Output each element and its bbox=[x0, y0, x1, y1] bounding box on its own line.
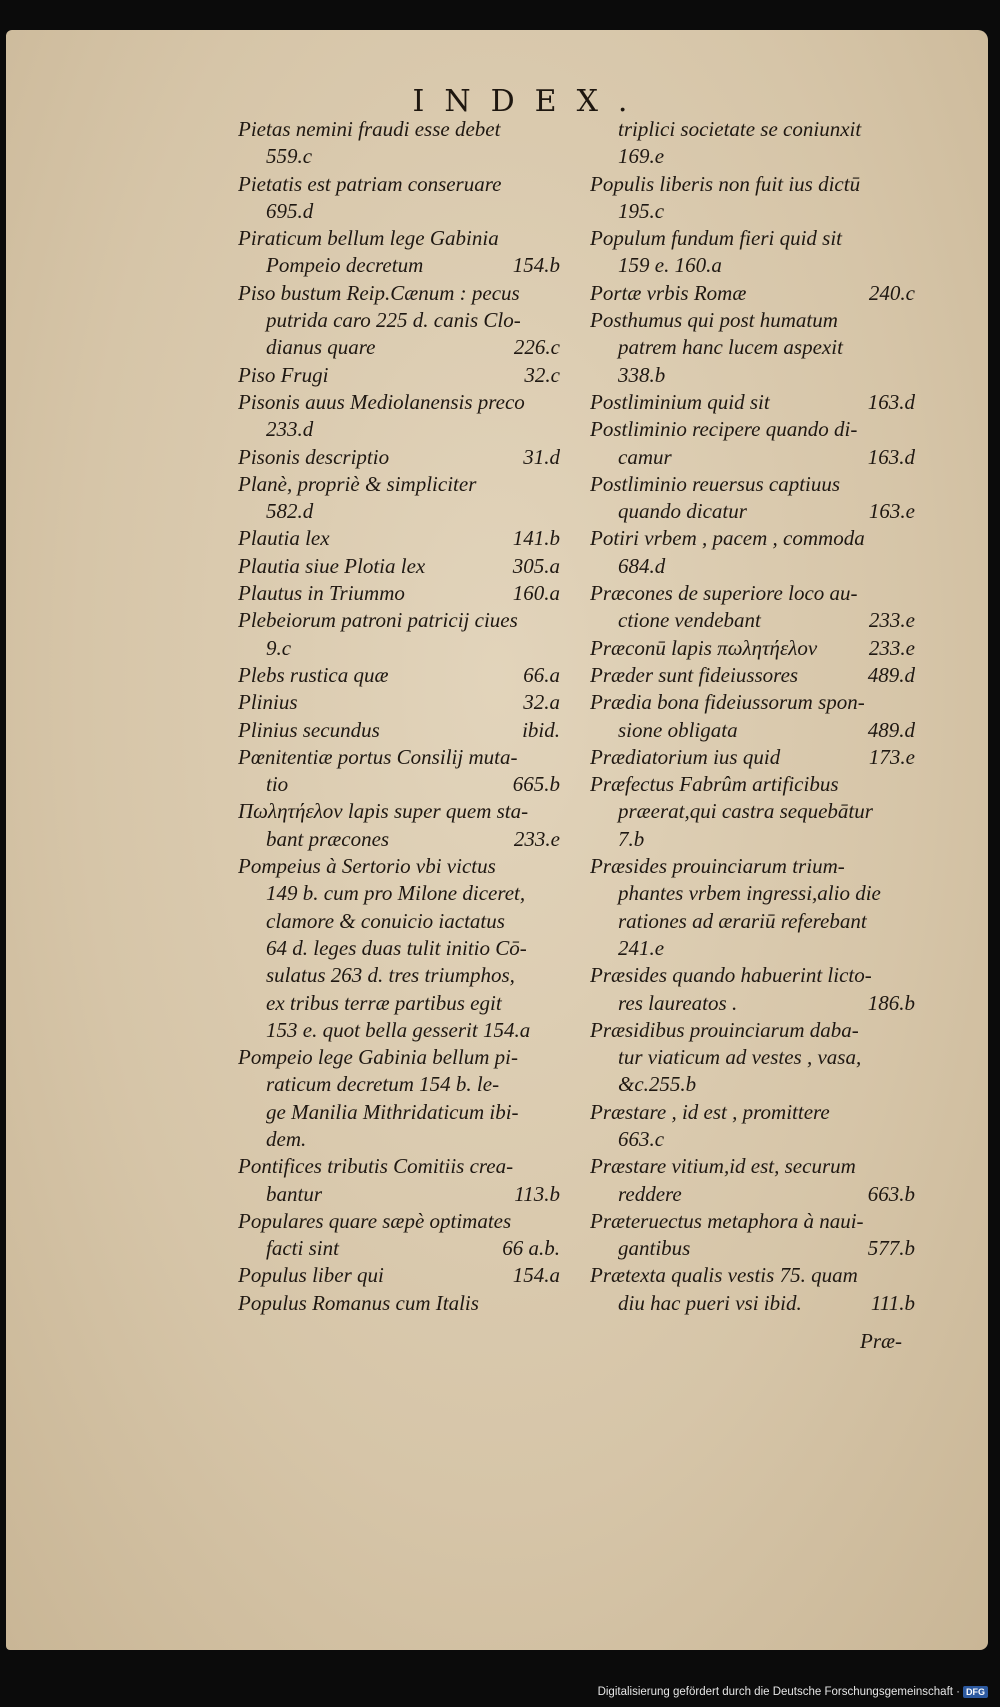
index-entry bbox=[238, 471, 560, 526]
entry-text: Postliminio reuersus captiuus bbox=[590, 471, 841, 496]
entry-line bbox=[590, 498, 915, 525]
page-reference: 66.a bbox=[523, 662, 560, 687]
entry-line bbox=[590, 1017, 915, 1044]
index-entry bbox=[590, 471, 915, 526]
entry-text: Prætexta qualis vestis 75. quam bbox=[590, 1263, 858, 1288]
page-reference: 173.e bbox=[868, 744, 915, 769]
entry-line bbox=[238, 116, 560, 143]
index-entry bbox=[238, 225, 560, 280]
entry-text: Populis liberis non fuit ius dictū bbox=[590, 171, 861, 196]
entry-line bbox=[590, 1181, 915, 1208]
entry-line bbox=[238, 471, 560, 498]
entry-text: ge Manilia Mithridaticum ibi- bbox=[266, 1099, 519, 1124]
page-reference: 489.d bbox=[867, 717, 915, 742]
entry-text: Præcones de superiore loco au- bbox=[590, 581, 858, 606]
entry-line bbox=[238, 853, 560, 880]
entry-line bbox=[590, 1153, 915, 1180]
entry-text: Pietatis est patriam conseruare bbox=[238, 171, 502, 196]
page-reference: 113.b bbox=[514, 1181, 560, 1206]
index-entry bbox=[590, 525, 915, 580]
entry-line bbox=[238, 1181, 560, 1208]
entry-text: Præsides prouinciarum trium- bbox=[590, 854, 845, 879]
page-reference: 663.b bbox=[867, 1181, 915, 1206]
entry-line bbox=[238, 962, 560, 989]
page-reference: 163.e bbox=[868, 499, 915, 524]
entry-line bbox=[238, 798, 560, 825]
entry-line bbox=[238, 744, 560, 771]
index-entry bbox=[590, 171, 915, 226]
entry-text: Postliminium quid sit bbox=[590, 389, 770, 414]
index-column-right bbox=[590, 116, 915, 1317]
index-entry bbox=[590, 962, 915, 1017]
entry-text: camur bbox=[618, 444, 672, 469]
entry-text: Posthumus qui post humatum bbox=[590, 308, 838, 333]
page-reference: 233.e bbox=[868, 635, 915, 660]
entry-text: Pompeio decretum bbox=[266, 253, 424, 278]
index-entry bbox=[238, 171, 560, 226]
entry-line bbox=[590, 389, 915, 416]
entry-text: 64 d. leges duas tulit initio Cō- bbox=[266, 935, 527, 960]
entry-line bbox=[590, 798, 915, 825]
index-entry bbox=[590, 1262, 915, 1317]
entry-line bbox=[590, 362, 915, 389]
entry-line bbox=[590, 1208, 915, 1235]
entry-line bbox=[238, 908, 560, 935]
entry-text: Pisonis auus Mediolanensis preco bbox=[238, 389, 525, 414]
index-entry bbox=[238, 580, 560, 607]
entry-text: Populares quare sæpè optimates bbox=[238, 1208, 512, 1233]
index-entry bbox=[590, 1017, 915, 1099]
entry-line bbox=[590, 280, 915, 307]
entry-text: bant præcones bbox=[266, 826, 390, 851]
entry-line bbox=[238, 143, 560, 170]
page-reference: 154.a bbox=[512, 1263, 560, 1288]
index-entry bbox=[590, 116, 915, 171]
entry-line bbox=[590, 880, 915, 907]
entry-line bbox=[238, 662, 560, 689]
footer-text: Digitalisierung gefördert durch die Deutsche Forschungsgemeinschaft · bbox=[597, 1686, 960, 1698]
index-entry bbox=[238, 116, 560, 171]
entry-line bbox=[238, 880, 560, 907]
entry-line bbox=[238, 362, 560, 389]
index-entry bbox=[238, 1262, 560, 1289]
entry-text: phantes vrbem ingressi,alio die bbox=[618, 881, 881, 906]
page-reference: 233.e bbox=[868, 608, 915, 633]
entry-line bbox=[238, 580, 560, 607]
entry-line bbox=[238, 525, 560, 552]
entry-line bbox=[590, 198, 915, 225]
entry-line bbox=[238, 389, 560, 416]
index-entry bbox=[590, 662, 915, 689]
entry-line bbox=[238, 1044, 560, 1071]
entry-line bbox=[590, 252, 915, 279]
digitization-footer bbox=[598, 1686, 988, 1698]
entry-text: triplici societate se coniunxit bbox=[618, 117, 862, 141]
entry-line bbox=[590, 826, 915, 853]
index-entry bbox=[238, 1153, 560, 1208]
entry-text: bantur bbox=[266, 1181, 323, 1206]
entry-line bbox=[238, 553, 560, 580]
entry-line bbox=[238, 1235, 560, 1262]
page-reference: 665.b bbox=[512, 772, 560, 797]
index-entry bbox=[590, 853, 915, 962]
entry-text: 663.c bbox=[618, 1126, 665, 1151]
entry-line bbox=[590, 1099, 915, 1126]
entry-text: Pompeio lege Gabinia bellum pi- bbox=[238, 1045, 518, 1070]
entry-text: gantibus bbox=[618, 1236, 691, 1261]
entry-line bbox=[238, 1126, 560, 1153]
entry-text: clamore & conuicio iactatus bbox=[266, 908, 505, 933]
index-entry bbox=[590, 689, 915, 744]
entry-text: 159 e. 160.a bbox=[618, 253, 722, 278]
index-entry bbox=[590, 307, 915, 389]
index-column-left bbox=[238, 116, 560, 1317]
page-reference: 163.d bbox=[867, 444, 915, 469]
entry-line bbox=[238, 826, 560, 853]
entry-line bbox=[238, 307, 560, 334]
entry-text: Pietas nemini fraudi esse debet bbox=[238, 117, 501, 141]
entry-text: Pompeius à Sertorio vbi victus bbox=[238, 854, 496, 879]
index-entry bbox=[590, 416, 915, 471]
index-entry bbox=[590, 635, 915, 662]
index-entry bbox=[238, 389, 560, 444]
entry-line bbox=[238, 1208, 560, 1235]
entry-text: Portæ vrbis Romæ bbox=[590, 280, 747, 305]
entry-text: Planè, propriè & simpliciter bbox=[238, 471, 477, 496]
index-entry bbox=[238, 717, 560, 744]
entry-line bbox=[238, 771, 560, 798]
entry-text: Præder sunt fideiussores bbox=[590, 662, 799, 687]
entry-line bbox=[590, 1071, 915, 1098]
index-entry bbox=[590, 1099, 915, 1154]
entry-text: Populus liber qui bbox=[238, 1263, 384, 1288]
entry-line bbox=[590, 444, 915, 471]
entry-text: Prædia bona fideiussorum spon- bbox=[590, 690, 865, 715]
index-entry bbox=[238, 525, 560, 552]
index-entry bbox=[238, 853, 560, 1044]
entry-text: 559.c bbox=[266, 144, 313, 169]
entry-line bbox=[238, 225, 560, 252]
entry-text: Plebs rustica quæ bbox=[238, 662, 389, 687]
page-reference: 111.b bbox=[870, 1290, 915, 1315]
page-reference: 154.b bbox=[512, 253, 560, 278]
entry-text: rationes ad ærariū referebant bbox=[618, 908, 867, 933]
entry-line bbox=[590, 1044, 915, 1071]
page-reference: 305.a bbox=[512, 553, 560, 578]
entry-text: Plebeiorum patroni patricij ciues bbox=[238, 608, 518, 633]
page-reference: 489.d bbox=[867, 662, 915, 687]
entry-line bbox=[590, 1126, 915, 1153]
index-entry bbox=[238, 798, 560, 853]
entry-line bbox=[590, 635, 915, 662]
entry-text: Populus Romanus cum Italis bbox=[238, 1290, 479, 1315]
entry-line bbox=[590, 525, 915, 552]
index-entry bbox=[590, 580, 915, 635]
entry-text: Præsides quando habuerint licto- bbox=[590, 963, 872, 988]
entry-line bbox=[238, 635, 560, 662]
page-reference: 186.b bbox=[867, 990, 915, 1015]
index-entry bbox=[238, 1208, 560, 1263]
page-reference: 160.a bbox=[512, 581, 560, 606]
index-entry bbox=[590, 744, 915, 771]
entry-text: 195.c bbox=[618, 198, 665, 223]
entry-text: res laureatos . bbox=[618, 990, 738, 1015]
entry-text: 241.e bbox=[618, 935, 665, 960]
entry-text: sione obligata bbox=[618, 717, 738, 742]
entry-text: 169.e bbox=[618, 144, 665, 169]
entry-text: Pœnitentiæ portus Consilij muta- bbox=[238, 744, 518, 769]
entry-line bbox=[590, 744, 915, 771]
index-entry bbox=[238, 1044, 560, 1153]
entry-text: dem. bbox=[266, 1126, 307, 1151]
entry-line bbox=[238, 416, 560, 443]
entry-line bbox=[238, 498, 560, 525]
entry-text: facti sint bbox=[266, 1236, 339, 1261]
index-entry bbox=[238, 689, 560, 716]
entry-text: Pisonis descriptio bbox=[238, 444, 390, 469]
entry-line bbox=[238, 252, 560, 279]
entry-text: 684.d bbox=[618, 553, 666, 578]
entry-text: Pontifices tributis Comitiis crea- bbox=[238, 1154, 514, 1179]
index-entry bbox=[590, 225, 915, 280]
index-entry bbox=[238, 362, 560, 389]
entry-text: ex tribus terræ partibus egit bbox=[266, 990, 502, 1015]
entry-text: Præteruectus metaphora à naui- bbox=[590, 1208, 864, 1233]
page-reference: 240.c bbox=[868, 280, 915, 305]
index-entry bbox=[590, 389, 915, 416]
index-entry bbox=[238, 444, 560, 471]
entry-line bbox=[590, 116, 915, 143]
entry-text: Plautia lex bbox=[238, 526, 330, 551]
entry-line bbox=[590, 553, 915, 580]
page-reference: 233.e bbox=[513, 826, 560, 851]
entry-text: sulatus 263 d. tres triumphos, bbox=[266, 963, 515, 988]
entry-text: putrida caro 225 d. canis Clo- bbox=[266, 308, 521, 333]
entry-line bbox=[590, 990, 915, 1017]
entry-text: Piso Frugi bbox=[238, 362, 329, 387]
entry-line bbox=[590, 171, 915, 198]
entry-line bbox=[238, 1262, 560, 1289]
index-entry bbox=[590, 280, 915, 307]
entry-text: 338.b bbox=[618, 362, 666, 387]
page-reference: 66 a.b. bbox=[502, 1236, 560, 1261]
index-entry bbox=[590, 1153, 915, 1208]
entry-text: Populum fundum fieri quid sit bbox=[590, 226, 842, 251]
entry-text: quando dicatur bbox=[618, 499, 747, 524]
entry-text: tur viaticum ad vestes , vasa, bbox=[618, 1045, 862, 1070]
entry-line bbox=[238, 280, 560, 307]
entry-text: diu hac pueri vsi ibid. bbox=[618, 1290, 802, 1315]
dfg-logo-icon: DFG bbox=[963, 1686, 988, 1698]
page-reference: 32.c bbox=[524, 362, 560, 387]
entry-line bbox=[590, 771, 915, 798]
entry-text: præerat,qui castra sequebātur bbox=[618, 799, 873, 824]
entry-line bbox=[590, 580, 915, 607]
entry-line bbox=[238, 334, 560, 361]
entry-text: Præstare vitium,id est, securum bbox=[590, 1154, 856, 1179]
entry-line bbox=[238, 1017, 560, 1044]
entry-text: ctione vendebant bbox=[618, 608, 761, 633]
entry-text: Plinius secundus bbox=[238, 717, 380, 742]
entry-text: Plautus in Triummo bbox=[238, 581, 405, 606]
entry-text: &c.255.b bbox=[618, 1072, 697, 1097]
entry-text: Piraticum bellum lege Gabinia bbox=[238, 226, 499, 251]
entry-text: Plautia siue Plotia lex bbox=[238, 553, 426, 578]
entry-line bbox=[590, 662, 915, 689]
index-entry bbox=[238, 280, 560, 362]
entry-text: reddere bbox=[618, 1181, 682, 1206]
entry-text: Præsidibus prouinciarum daba- bbox=[590, 1017, 859, 1042]
entry-line bbox=[238, 444, 560, 471]
entry-line bbox=[238, 1099, 560, 1126]
entry-line bbox=[238, 1071, 560, 1098]
entry-text: 695.d bbox=[266, 198, 314, 223]
page-reference: ibid. bbox=[522, 717, 560, 742]
entry-line bbox=[238, 990, 560, 1017]
entry-line bbox=[590, 717, 915, 744]
index-entry bbox=[238, 744, 560, 799]
entry-text: Præfectus Fabrûm artificibus bbox=[590, 772, 839, 797]
entry-line bbox=[590, 1262, 915, 1289]
entry-text: 153 e. quot bella gesserit 154.a bbox=[266, 1017, 531, 1042]
entry-text: 9.c bbox=[266, 635, 292, 660]
page-reference: 32.a bbox=[523, 690, 560, 715]
entry-line bbox=[590, 416, 915, 443]
entry-line bbox=[238, 198, 560, 225]
entry-line bbox=[590, 225, 915, 252]
entry-line bbox=[590, 471, 915, 498]
entry-text: Potiri vrbem , pacem , commoda bbox=[590, 526, 865, 551]
entry-line bbox=[590, 935, 915, 962]
entry-line bbox=[238, 689, 560, 716]
entry-line bbox=[238, 171, 560, 198]
index-entry bbox=[238, 662, 560, 689]
entry-line bbox=[238, 607, 560, 634]
entry-line bbox=[590, 334, 915, 361]
entry-text: 7.b bbox=[618, 826, 645, 851]
entry-line bbox=[590, 1235, 915, 1262]
index-entry bbox=[238, 553, 560, 580]
page-title: INDEX. bbox=[412, 84, 648, 119]
entry-line bbox=[590, 607, 915, 634]
index-entry bbox=[238, 1290, 560, 1317]
entry-line bbox=[590, 143, 915, 170]
entry-text: patrem hanc lucem aspexit bbox=[618, 335, 843, 360]
entry-line bbox=[590, 908, 915, 935]
entry-text: Prædiatorium ius quid bbox=[590, 744, 781, 769]
entry-text: dianus quare bbox=[266, 335, 376, 360]
page-reference: 141.b bbox=[512, 526, 560, 551]
catchword: Præ- bbox=[860, 1329, 902, 1353]
entry-line bbox=[590, 962, 915, 989]
entry-text: 149 b. cum pro Milone diceret, bbox=[266, 881, 526, 906]
page-reference: 226.c bbox=[513, 335, 560, 360]
entry-text: Præconū lapis πωλητήελον bbox=[590, 635, 818, 660]
entry-text: tio bbox=[266, 772, 289, 797]
entry-text: Præstare , id est , promittere bbox=[590, 1099, 830, 1124]
index-entry bbox=[590, 771, 915, 853]
page-reference: 31.d bbox=[523, 444, 560, 469]
entry-text: raticum decretum 154 b. le- bbox=[266, 1072, 500, 1097]
index-entry bbox=[238, 607, 560, 662]
index-entry bbox=[590, 1208, 915, 1263]
entry-line bbox=[238, 1153, 560, 1180]
entry-text: Plinius bbox=[238, 690, 298, 715]
entry-line bbox=[590, 853, 915, 880]
entry-text: 233.d bbox=[266, 417, 314, 442]
page-reference: 163.d bbox=[867, 389, 915, 414]
page-reference: 577.b bbox=[867, 1236, 915, 1261]
entry-text: Πωλητήελον lapis super quem sta- bbox=[238, 799, 529, 824]
entry-line bbox=[590, 1290, 915, 1317]
entry-line bbox=[238, 717, 560, 744]
entry-line bbox=[590, 689, 915, 716]
entry-text: Postliminio recipere quando di- bbox=[590, 417, 858, 442]
entry-text: Piso bustum Reip.Cænum : pecus bbox=[238, 280, 520, 305]
entry-line bbox=[238, 935, 560, 962]
entry-line bbox=[590, 307, 915, 334]
entry-line bbox=[238, 1290, 560, 1317]
entry-text: 582.d bbox=[266, 499, 314, 524]
